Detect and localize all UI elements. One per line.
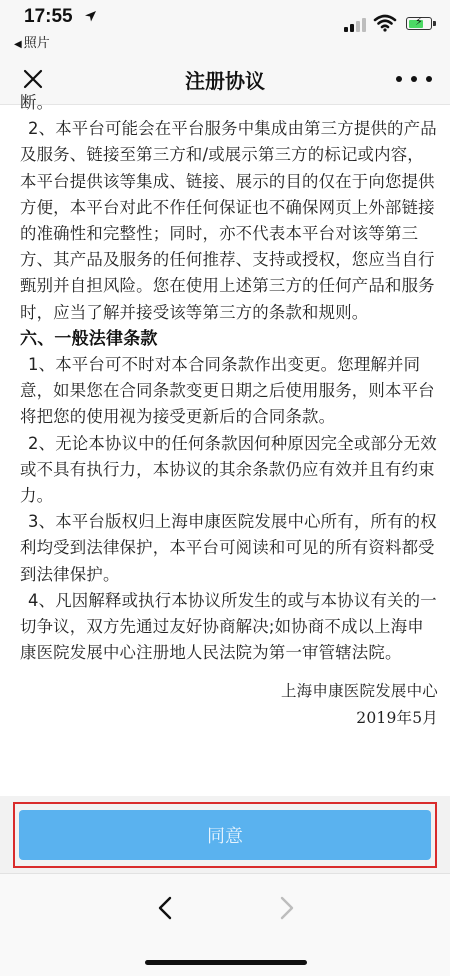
section-title-general-legal: 六、一般法律条款 xyxy=(20,328,158,349)
forward-arrow-icon xyxy=(272,894,300,922)
agree-area xyxy=(0,796,450,873)
back-button[interactable] xyxy=(152,894,180,922)
agreement-content[interactable] xyxy=(0,93,450,790)
back-app-label: 照片 xyxy=(23,36,50,51)
back-arrow-icon xyxy=(152,894,180,922)
paragraph-clause-6-1: 1、本平台可不时对本合同条款作出变更。您理解并同意，如果您在合同条款变更日期之后使用服务，则本平台将把您的使用视为接受更新后的合同条款。 xyxy=(20,355,435,427)
home-indicator[interactable] xyxy=(145,960,307,965)
more-icon-dot xyxy=(426,76,432,82)
forward-button[interactable] xyxy=(272,894,300,922)
paragraph-clause-6-3: 3、本平台版权归上海申康医院发展中心所有，所有的权利均受到法律保护，本平台可阅读和可见的所有资料都受到法律保护。 xyxy=(20,512,437,584)
bottom-toolbar xyxy=(0,873,450,976)
signal-icon xyxy=(344,18,366,32)
battery-icon: ⚡ xyxy=(406,17,432,30)
more-icon-dot xyxy=(396,76,402,82)
signer-name: 上海申康医院发展中心 xyxy=(280,682,438,701)
page-title: 注册协议 xyxy=(185,69,265,93)
back-triangle-icon: ◀ xyxy=(14,39,22,50)
agree-button[interactable]: 同意 xyxy=(19,810,431,860)
status-bar xyxy=(0,0,450,52)
status-time: 17:55 xyxy=(24,6,73,27)
paragraph-clause-5-2: 2、本平台可能会在平台服务中集成由第三方提供的产品及服务、链接至第三方和/或展示第三方的标记或内容，本平台提供该等集成、链接、展示的目的仅在于向您提供方便，本平台对此不作任何保证也不确保网页上外部链接的准确性和完整性；同时，亦不代表本平台对该等第三方、其产品及服务的任何推荐、支持或授权，您应当自行甄别并自担风险。您在使用上述第三方的任何产品和服务时，应当了解并接受该等第三方的条款和规则。 xyxy=(20,119,437,322)
more-icon-dot xyxy=(411,76,417,82)
agreement-text xyxy=(20,90,438,732)
more-button[interactable] xyxy=(396,66,432,92)
signature-block xyxy=(20,678,438,732)
paragraph-fragment: 断。 xyxy=(20,93,54,112)
location-arrow-icon xyxy=(84,10,97,27)
signature-date: 2019年5月 xyxy=(356,709,438,728)
paragraph-clause-6-2: 2、无论本协议中的任何条款因何种原因完全或部分无效或不具有执行力，本协议的其余条款仍应有效并且有约束力。 xyxy=(20,433,437,506)
back-to-app-link[interactable] xyxy=(14,32,50,51)
wifi-icon xyxy=(374,14,396,32)
paragraph-clause-6-4: 4、凡因解释或执行本协议所发生的或与本协议有关的一切争议，双方先通过友好协商解决;如协商不成以上海申康医院发展中心注册地人民法院为第一审管辖法院。 xyxy=(20,590,437,663)
